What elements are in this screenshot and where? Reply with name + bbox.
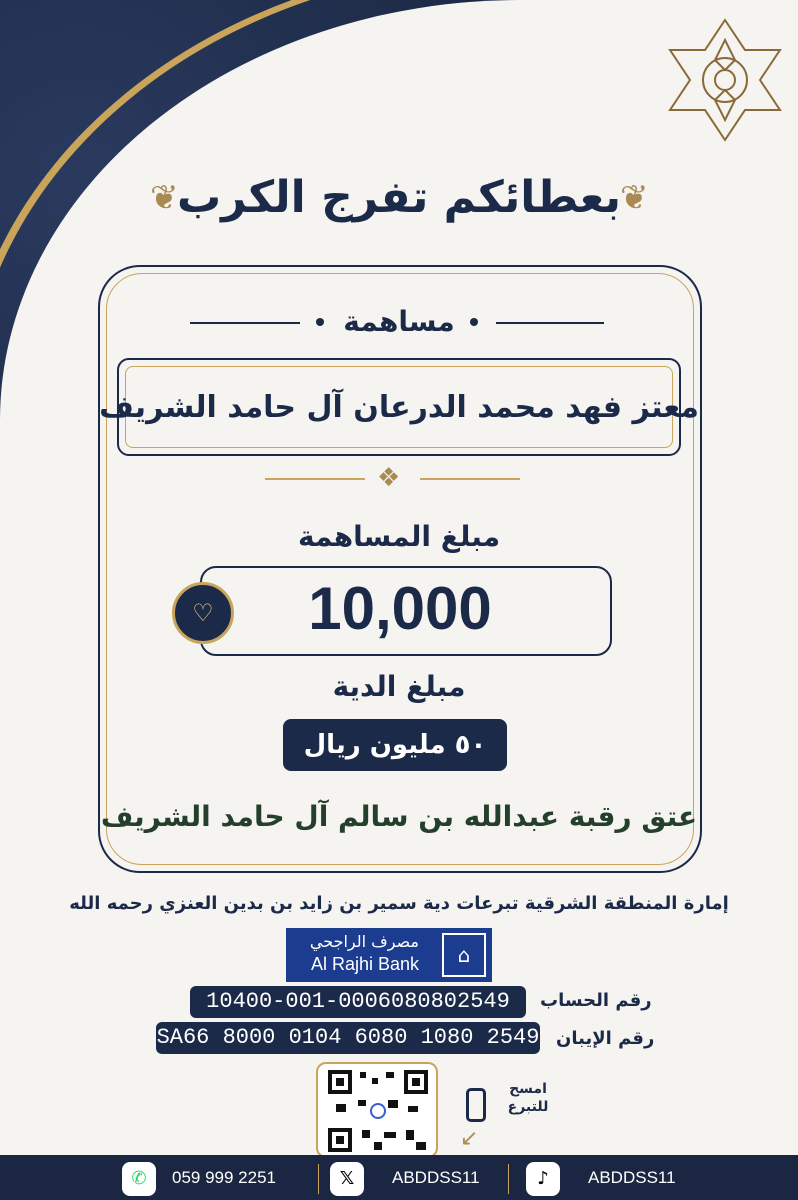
- diya-label: مبلغ الدية: [332, 670, 466, 703]
- footer-separator: [508, 1164, 509, 1194]
- freeing-text: عتق رقبة عبدالله بن سالم آل حامد الشريف: [100, 800, 698, 833]
- contribution-label: مبلغ المساهمة: [297, 520, 501, 553]
- tiktok-icon[interactable]: ♪: [526, 1162, 560, 1196]
- iban-label: رقم الإيبان: [556, 1028, 655, 1049]
- arrow-icon: ↙: [460, 1126, 479, 1151]
- divider-dot: [470, 318, 478, 326]
- whatsapp-icon[interactable]: ✆: [122, 1162, 156, 1196]
- section-label: مساهمة: [343, 305, 455, 338]
- bank-name-en: Al Rajhi Bank: [310, 954, 419, 974]
- heart-hand-icon: ♡: [172, 582, 234, 644]
- contributor-name: معتز فهد محمد الدرعان آل حامد الشريف: [99, 390, 699, 425]
- qr-code[interactable]: [316, 1062, 438, 1158]
- footer-separator: [318, 1164, 319, 1194]
- geometric-flower-ornament-icon: [660, 15, 790, 165]
- bank-logo-icon: ⌂: [442, 933, 486, 977]
- diya-amount: ٥٠ مليون ريال: [283, 719, 507, 771]
- account-number[interactable]: 10400-001-0006080802549: [190, 986, 526, 1018]
- right-title-ornament-icon: ❦: [620, 178, 649, 218]
- account-label: رقم الحساب: [540, 990, 652, 1011]
- phone-icon: [466, 1088, 486, 1122]
- scan-to-donate: امسح للتبرع: [507, 1081, 549, 1115]
- contribution-amount: 10,000: [308, 575, 492, 642]
- bank-logo: [286, 928, 492, 982]
- left-title-ornament-icon: ❦: [150, 178, 179, 218]
- gold-divider-right: [420, 478, 520, 480]
- iban-number[interactable]: SA66 8000 0104 6080 1080 2549: [156, 1022, 540, 1054]
- qr-code-pattern: [328, 1070, 428, 1152]
- x-handle[interactable]: ABDDSS11: [392, 1168, 480, 1187]
- x-icon[interactable]: 𝕏: [330, 1162, 364, 1196]
- divider-right: [496, 322, 604, 324]
- page-title: بعطائكم تفرج الكرب: [176, 172, 622, 223]
- emirate-text: إمارة المنطقة الشرقية تبرعات دية سمير بن زايد بن بدين العنزي رحمه الله: [69, 893, 729, 914]
- diamond-ornament-icon: ❖: [377, 463, 401, 493]
- phone-number[interactable]: 059 999 2251: [172, 1168, 276, 1187]
- bank-name-ar: مصرف الراجحي: [309, 932, 419, 951]
- tiktok-handle[interactable]: ABDDSS11: [588, 1168, 676, 1187]
- gold-divider-left: [265, 478, 365, 480]
